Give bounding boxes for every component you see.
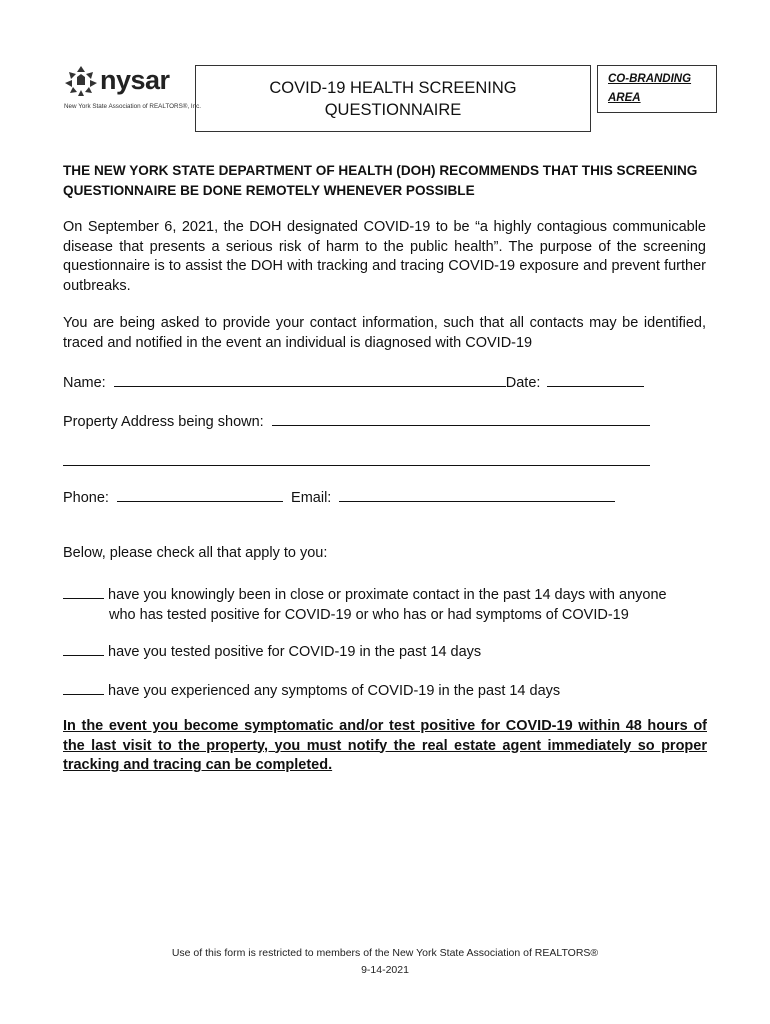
nysar-house-icon: [64, 65, 98, 99]
intro-paragraph: On September 6, 2021, the DOH designated COVID-19 to be “a highly contagious communicable disease that presents a serious risk of harm to the public health”. The purpose of the screening questionnaire is to assist the DOH with tracking and tracing COVID-19 exposure and prevent further outbreaks.: [63, 219, 706, 294]
title-line-1: COVID-19 HEALTH SCREENING: [269, 78, 517, 97]
footer-date: 9-14-2021: [361, 964, 409, 976]
phone-email-row: [63, 487, 615, 506]
name-label: Name:: [63, 375, 106, 391]
phone-field[interactable]: [117, 487, 283, 502]
checklist-item-symptoms: [63, 680, 713, 702]
date-field[interactable]: [547, 372, 644, 387]
checklist-item-tested-positive: [63, 641, 713, 663]
logo-subtitle: New York State Association of REALTORS®, Inc.: [64, 103, 202, 110]
phone-label: Phone:: [63, 490, 109, 506]
email-field[interactable]: [339, 487, 615, 502]
footer-restriction: Use of this form is restricted to members of the New York State Association of REALTORS®: [171, 947, 599, 959]
title-line-2: QUESTIONNAIRE: [324, 100, 462, 119]
cobranding-line-1: CO-BRANDING: [608, 73, 692, 85]
check-blank-close-contact[interactable]: [63, 584, 104, 599]
address-field[interactable]: [272, 411, 650, 426]
name-field[interactable]: [114, 372, 506, 387]
address-row: [63, 411, 650, 430]
cobranding-area: [597, 65, 717, 113]
address-label: Property Address being shown:: [63, 414, 264, 430]
logo-wordmark: nysar: [100, 65, 170, 95]
address-field-line-2[interactable]: [63, 465, 650, 466]
item1-text-line2: who has tested positive for COVID-19 or who has or had symptoms of COVID-19: [109, 606, 629, 623]
checklist-item-close-contact: [63, 584, 713, 625]
title-box: [195, 65, 591, 132]
date-label: Date:: [505, 375, 541, 391]
check-blank-tested-positive[interactable]: [63, 641, 104, 656]
doh-heading: THE NEW YORK STATE DEPARTMENT OF HEALTH (DOH) RECOMMENDS THAT THIS SCREENING QUESTIONNAIRE BE DONE REMOTELY WHENEVER POSSIBLE: [63, 163, 698, 198]
item3-text: have you experienced any symptoms of COVID-19 in the past 14 days: [108, 683, 561, 699]
checklist-intro: Below, please check all that apply to you:: [63, 545, 328, 561]
item1-text-line1: have you knowingly been in close or proximate contact in the past 14 days with anyone: [108, 587, 667, 603]
name-date-row: [63, 372, 644, 391]
cobranding-line-2: AREA: [608, 92, 641, 104]
email-label: Email:: [291, 490, 332, 506]
nysar-logo: [62, 63, 202, 113]
contact-paragraph: You are being asked to provide your contact information, such that all contacts may be identified, traced and notified in the event an individual is diagnosed with COVID-19: [63, 315, 706, 351]
check-blank-symptoms[interactable]: [63, 680, 104, 695]
notify-agent-notice: In the event you become symptomatic and/or test positive for COVID-19 within 48 hours of the last visit to the property, you must notify the real estate agent immediately so proper tracking and tracing can be completed.: [63, 718, 707, 773]
item2-text: have you tested positive for COVID-19 in the past 14 days: [108, 644, 482, 660]
